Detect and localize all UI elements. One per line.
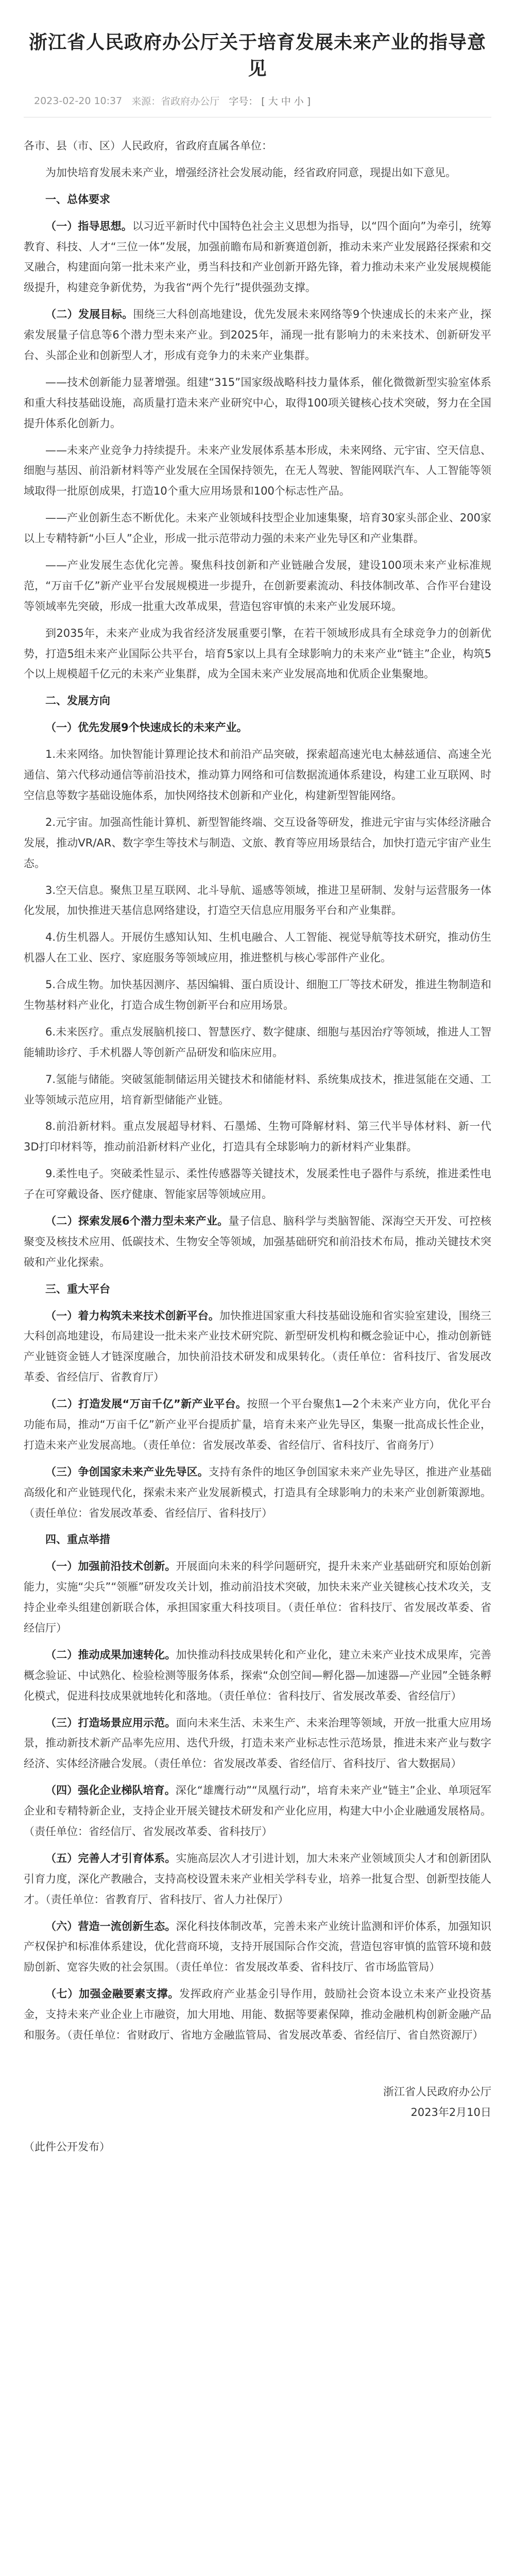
publish-date: 2023-02-20 10:37 [34, 95, 123, 107]
font-size-small-button[interactable]: 小 ] [294, 96, 311, 107]
section-paragraph [24, 744, 491, 806]
section-heading: 二、发展方向 [45, 694, 110, 707]
meta-row [24, 94, 491, 117]
section-paragraph [24, 927, 491, 969]
paragraph-text: 9.柔性电子。突破柔性显示、柔性传感器等关键技术，发展柔性电子器件与系统，推进柔性电子在可穿戴设备、医疗健康、智能家居等领域应用。 [24, 1167, 491, 1201]
section-paragraph [24, 440, 491, 502]
signature-org: 浙江省人民政府办公厅 [383, 2085, 491, 2098]
paragraph-lead: （三）打造场景应用示范。 [45, 1716, 176, 1729]
section-paragraph [24, 1984, 491, 2046]
paragraph-text: ——产业创新生态不断优化。未来产业领域科技型企业加速集聚，培育30家头部企业、200家以上专精特新“小巨人”企业，形成一批示范带动力强的未来产业先导区和产业集群。 [24, 512, 491, 545]
salutation: 各市、县（市、区）人民政府，省政府直属各单位： [24, 140, 272, 152]
section-paragraph [24, 1164, 491, 1205]
section-paragraph [24, 1713, 491, 1775]
section-paragraph [24, 508, 491, 549]
section-paragraph [24, 1462, 491, 1524]
section-paragraph [24, 812, 491, 874]
section-heading: 一、总体要求 [45, 193, 110, 206]
paragraph-text: 支持有条件的地区争创国家未来产业先导区，推进产业基础高级化和产业链现代化，探索未来产业发展新模式，打造具有全球影响力的未来产业创新策源地。（责任单位：省发展改革委、省经信厅、省科技厅） [24, 1465, 491, 1519]
section-paragraph [24, 1306, 491, 1388]
section-paragraph [24, 1394, 491, 1456]
sections-container [24, 190, 491, 2046]
paragraph-text: 2.元宇宙。加强高性能计算机、新型智能终端、交互设备等研发，推进元宇宙与实体经济融合发展，推动VR/AR、数字孪生等技术与制造、文旅、教育等应用场景结合，加快打造元宇宙产业生态。 [24, 816, 491, 870]
paragraph-text: 面向未来生活、未来生产、未来治理等领域，开放一批重大应用场景，推动新技术新产品率先应用、迭代升级，打造未来产业标志性示范场景，推进未来产业与数字经济、实体经济融合发展。（责任单位：省发展改革委、省经信厅、省科技厅、省大数据局） [24, 1716, 491, 1770]
source-value: 省政府办公厅 [161, 96, 220, 107]
paragraph-lead: （三）争创国家未来产业先导区。 [45, 1465, 209, 1478]
paragraph-text: 围绕三大科创高地建设，优先发展未来网络等9个快速成长的未来产业，探索发展量子信息等6个潜力型未来产业。到2025年，涌现一批有影响力的未来技术、创新研发平台、头部企业和创新型人才，形成有竞争力的未来产业集群。 [24, 308, 492, 362]
paragraph-lead: （二）探索发展6个潜力型未来产业。 [45, 1214, 229, 1227]
font-size-label: 字号： [229, 96, 259, 107]
paragraph-text: 4.仿生机器人。开展仿生感知认知、生机电融合、人工智能、视觉导航等技术研究，推动仿生机器人在工业、医疗、家庭服务等领域应用，推进整机与核心零部件产业化。 [24, 931, 491, 964]
section-paragraph [24, 555, 491, 617]
paragraph-lead: （一）着力构筑未来技术创新平台。 [45, 1309, 219, 1322]
paragraph-lead: （五）完善人才引育体系。 [45, 1852, 176, 1865]
section-paragraph [24, 1781, 491, 1842]
paragraph-text: 实施高层次人才引进计划，加大未来产业领域顶尖人才和创新团队引育力度，深化产教融合，支持高校设置未来产业相关学科专业，培养一批复合型、创新型技能人才。（责任单位：省教育厅、省科技厅、省人力社保厅） [24, 1852, 491, 1906]
paragraph-lead: （一）优先发展9个快速成长的未来产业。 [45, 721, 248, 734]
paragraph-text: ——技术创新能力显著增强。组建“315”国家级战略科技力量体系，催化微微新型实验室体系和重大科技基础设施，高质量打造未来产业研究中心，取得100项关键核心技术突破，努力在全国提升体系化创新力。 [24, 376, 491, 430]
source-info [131, 94, 219, 108]
paragraph-text: 按照一个平台聚焦1—2个未来产业方向，优化平台功能布局，推动“万亩千亿”新产业平台提质扩量，培育未来产业先导区，集聚一批高成长性企业，打造未来产业发展高地。（责任单位：省发展改革委、省经信厅、省科技厅、省商务厅） [24, 1398, 491, 1451]
paragraph-text: 6.未来医疗。重点发展脑机接口、智慧医疗、数字健康、细胞与基因治疗等领域，推进人工智能辅助诊疗、手术机器人等创新产品研发和临床应用。 [24, 1025, 491, 1059]
section-paragraph [24, 718, 491, 738]
paragraph-text: ——未来产业竞争力持续提升。未来产业发展体系基本形成，未来网络、元宇宙、空天信息、细胞与基因、前沿新材料等产业发展在全国保持领先，在无人驾驶、智能网联汽车、人工智能等领域取得一批原创成果，打造10个重大应用场景和100个标志性产品。 [24, 444, 491, 498]
paragraph-lead: （一）指导思想。 [45, 219, 132, 232]
paragraph-text: 深化科技体制改革，完善未来产业统计监测和评价体系，加强知识产权保护和标准体系建设，优化营商环境，支持开展国际合作交流，营造包容审慎的监管环境和鼓励创新、宽容失败的社会氛围。（责任单位：省发展改革委、省科技厅、省市场监管局） [24, 1920, 491, 1974]
section-paragraph [24, 1849, 491, 1910]
paragraph-text: 1.未来网络。加快智能计算理论技术和前沿产品突破，探索超高速光电太赫兹通信、高速全光通信、第六代移动通信等前沿技术，推动算力网络和可信数据流通体系建设，构建工业互联网、时空信息等数字基础设施体系，加快网络技术创新和产业化，构建新型智能网络。 [24, 748, 491, 802]
font-size-large-button[interactable]: [ 大 [261, 96, 278, 107]
paragraph-lead: （二）推动成果加速转化。 [45, 1648, 176, 1661]
section-paragraph [24, 304, 491, 366]
section-paragraph [24, 1070, 491, 1111]
paragraph-text: 发挥政府产业基金引导作用，鼓励社会资本设立未来产业投资基金，支持未来产业企业上市融资，加大用地、用能、数据等要素保障，推动金融机构创新金融产品和服务。（责任单位：省财政厅、省地方金融监管局、省发展改革委、省经信厅、省自然资源厅） [24, 1988, 491, 2042]
paragraph-text: 到2035年，未来产业成为我省经济发展重要引擎，在若干领域形成具有全球竞争力的创新优势，打造5组未来产业国际公共平台，培育5家以上具有全球影响力的未来产业“链主”企业，构筑5个以上规模超千亿元的未来产业集群，成为全国未来产业发展高地和优质企业集聚地。 [24, 626, 491, 681]
section-paragraph [24, 1022, 491, 1063]
paragraph-lead: （六）营造一流创新生态。 [45, 1920, 176, 1933]
source-label: 来源： [131, 96, 161, 107]
paragraph-text: 7.氢能与储能。突破氢能制储运用关键技术和储能材料、系统集成技术，推进氢能在交通、工业等领域示范应用，培育新型储能产业链。 [24, 1073, 491, 1106]
section-paragraph [24, 1211, 491, 1273]
paragraph-text: 加快推动科技成果转化和产业化，建立未来产业技术成果库，完善概念验证、中试熟化、检验检测等服务体系，探索“众创空间—孵化器—加速器—产业园”全链条孵化模式，促进科技成果就地转化和落地。（责任单位：省科技厅、省发展改革委、省经信厅） [24, 1648, 491, 1702]
intro-paragraph: 为加快培育发展未来产业，增强经济社会发展动能，经省政府同意，现提出如下意见。 [45, 166, 456, 179]
section-paragraph [24, 623, 491, 685]
paragraph-text: 深化“雄鹰行动”“凤凰行动”，培育未来产业“链主”企业、单项冠军企业和专精特新企业，支持企业开展关键技术研发和产业化应用，构建大中小企业融通发展格局。（责任单位：省经信厅、省发展改革委、省科技厅） [24, 1784, 491, 1838]
section-paragraph [24, 216, 491, 299]
signature-date: 2023年2月10日 [410, 2106, 491, 2119]
section-heading: 三、重大平台 [45, 1282, 110, 1295]
public-note: （此件公开发布） [24, 2140, 110, 2153]
paragraph-lead: （二）打造发展“万亩千亿”新产业平台。 [45, 1398, 247, 1411]
section-paragraph [24, 372, 491, 434]
section-paragraph [24, 975, 491, 1016]
page-title: 浙江省人民政府办公厅关于培育发展未来产业的指导意见 [28, 32, 486, 79]
paragraph-lead: （一）加强前沿技术创新。 [45, 1560, 176, 1573]
paragraph-lead: （四）强化企业梯队培育。 [45, 1784, 176, 1797]
section-paragraph [24, 1556, 491, 1639]
paragraph-text: 加快推进国家重大科技基础设施和省实验室建设，围绕三大科创高地建设，布局建设一批未来产业技术研究院、新型研发机构和概念验证中心，推动创新链产业链资金链人才链深度融合，加快前沿技术研发和成果转化。（责任单位：省科技厅、省发展改革委、省经信厅、省教育厅） [24, 1309, 491, 1384]
paragraph-lead: （七）加强金融要素支撑。 [45, 1988, 179, 2001]
paragraph-text: 以习近平新时代中国特色社会主义思想为指导，以“四个面向”为牵引，统筹教育、科技、人才“三位一体”发展，加强前瞻布局和新赛道创新，推动未来产业发展路径探索和交叉融合，构建面向第一批未来产业，勇当科技和产业创新开路先锋，着力推动未来产业发展规模能级提升，构建竞争新优势，为我省“两个先行”提供强劲支撑。 [24, 219, 491, 294]
signature-block [24, 2082, 491, 2123]
paragraph-lead: （二）发展目标。 [45, 308, 133, 321]
article-body [24, 136, 491, 2046]
paragraph-text: 量子信息、脑科学与类脑智能、深海空天开发、可控核聚变及核技术应用、低碳技术、生物安全等领域，加强基础研究和前沿技术布局，推动关键技术突破和产业化探索。 [24, 1214, 491, 1268]
paragraph-text: 8.前沿新材料。重点发展超导材料、石墨烯、生物可降解材料、第三代半导体材料、新一代3D打印材料等，推动前沿新材料产业化，打造具有全球影响力的新材料产业集群。 [24, 1120, 491, 1154]
paragraph-text: 开展面向未来的科学问题研究，提升未来产业基础研究和原始创新能力，实施“尖兵”“领雁”研发攻关计划，推动前沿技术突破，加快未来产业关键核心技术攻关，支持企业牵头组建创新联合体，承担国家重大科技项目。（责任单位：省科技厅、省发展改革委、省经信厅） [24, 1560, 491, 1634]
section-paragraph [24, 1116, 491, 1158]
section-paragraph [24, 1645, 491, 1707]
section-paragraph [24, 880, 491, 922]
font-size-control [229, 94, 311, 108]
paragraph-text: ——产业发展生态优化完善。聚焦科技创新和产业链融合发展，建设100项未来产业标准规范，“万亩千亿”新产业平台发展规模进一步提升，在创新要素流动、科技体制改革、合作平台建设等领域率先突破，形成一批重大改革成果，营造包容审慎的未来产业发展环境。 [24, 559, 491, 613]
font-size-medium-button[interactable]: 中 [281, 96, 291, 107]
section-paragraph [24, 1917, 491, 1978]
paragraph-text: 3.空天信息。聚焦卫星互联网、北斗导航、遥感等领域，推进卫星研制、发射与运营服务一体化发展，加快推进天基信息网络建设，打造空天信息应用服务平台和产业集群。 [24, 884, 491, 917]
section-heading: 四、重点举措 [45, 1533, 110, 1546]
paragraph-text: 5.合成生物。加快基因测序、基因编辑、蛋白质设计、细胞工厂等技术研发，推进生物制造和生物基材料产业化，打造合成生物创新平台和应用场景。 [24, 978, 491, 1011]
